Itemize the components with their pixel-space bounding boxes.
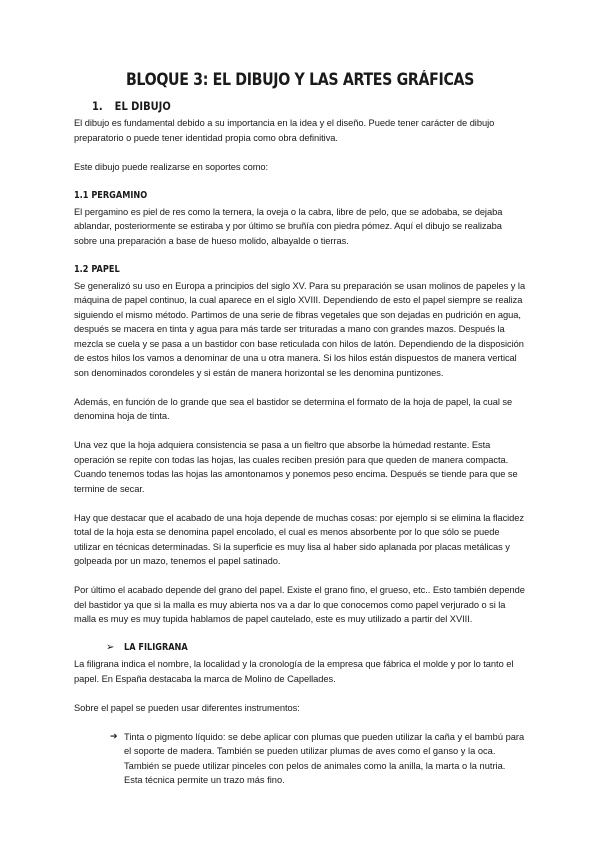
- papel-paragraph-4: Hay que destacar que el acabado de una hoja depende de muchas cosas: por ejemplo si se elimina la flacidez total de la hoja esta se denomina papel encolado, el cual es menos absorbente por lo que sólo se puede utilizar en técnicas determinadas. Si la superficie es muy lisa al haber sido aplanada por placas metálicas y golpeada por un mazo, tenemos el papel satinado.: [74, 512, 525, 566]
- section-label: EL DIBUJO: [114, 99, 171, 113]
- instruments-intro-paragraph: Sobre el papel se pueden usar diferentes instrumentos:: [74, 702, 300, 713]
- intro-paragraph: El dibujo es fundamental debido a su importancia en la idea y el diseño. Puede tener carácter de dibujo preparatorio o puede tener identidad propia como obra definitiva.: [74, 118, 495, 143]
- supports-intro-paragraph: Este dibujo puede realizarse en soportes como:: [74, 161, 269, 172]
- pergamino-paragraph: El pergamino es piel de res como la ternera, la oveja o la cabra, libre de pelo, que se adobaba, se dejaba ablandar, posteriormente se estiraba y por último se bruñía con piedra pómez. Aquí el dibujo se realizaba sobre una preparación a base de hueso molido, albayalde o tierras.: [74, 206, 503, 246]
- papel-paragraph-2: Además, en función de lo grande que sea el bastidor se determina el formato de la hoja de papel, la cual se denomina hoja de tinta.: [74, 396, 513, 421]
- papel-paragraph-3: Una vez que la hoja adquiera consistencia se pasa a un fieltro que absorbe la húmedad restante. Esta operación se repite con todas las hojas, las cuales reciben presión para que queden de manera compacta. Cuando tenemos todas las hojas las amontonamos y ponemos peso encima. Después se tiende para que se termine de secar.: [74, 440, 518, 494]
- list-item-text: Tinta o pigmento líquido: se debe aplicar con plumas que pueden utilizar la caña y el bambú para el soporte de madera. También se pueden utilizar plumas de aves como el ganso y la oca. También se puede utilizar pinceles con pelos de animales como la anilla, la marta o la nutria. Esta técnica permite un trazo más fino.: [124, 731, 525, 785]
- instruments-list: [110, 730, 526, 788]
- section-heading-el-dibujo: [92, 98, 465, 114]
- section-number: 1.: [92, 99, 103, 113]
- arrowhead-bullet-icon: ➢: [106, 642, 115, 653]
- page-title: BLOQUE 3: EL DIBUJO Y LAS ARTES GRÁFICAS: [125, 70, 475, 89]
- filigrana-heading: [106, 641, 526, 655]
- subsection-heading-papel: 1.2 PAPEL: [74, 263, 120, 275]
- papel-paragraph-5: Por último el acabado depende del grano del papel. Existe el grano fino, el grueso, etc.. Esto también depende del bastidor ya que si la malla es muy abierta nos va a dar lo que conocemos como papel verjurado o si la malla es muy es muy tupida hablamos de papel cautelado, este es muy utilizado a partir del XVIII.: [74, 585, 525, 624]
- filigrana-heading-label: LA FILIGRANA: [124, 642, 189, 653]
- list-item: [110, 730, 526, 788]
- papel-paragraph-1: Se generalizó su uso en Europa a principios del siglo XV. Para su preparación se usan molinos de papeles y la máquina de papel continuo, la cual aparece en el siglo XVIII. Dependiendo de esto el papel siempre se realiza siguiendo el mismo método. Partimos de una serie de fibras vegetales que son dejadas en pudrición en agua, después se macera en tinta y agua para más tarde ser trituradas a mano con grandes mazos. Después la mezcla se cuela y se pasa a un bastidor con base reticulada con hilos de latón. Dependiendo de la disposición de estos hilos los vamos a denominar de una u otra manera. Si los hilos están dispuestos de manera vertical son denominados corondeles y si están de manera horizontal se les denomina puntizones.: [74, 280, 526, 378]
- filigrana-paragraph: La filigrana indica el nombre, la localidad y la cronología de la empresa que fábrica el molde y por lo tanto el papel. En España destacaba la marca de Molino de Capellades.: [74, 659, 514, 684]
- subsection-heading-pergamino: 1.1 PERGAMINO: [74, 189, 148, 201]
- arrow-bullet-icon: ➔: [110, 731, 118, 742]
